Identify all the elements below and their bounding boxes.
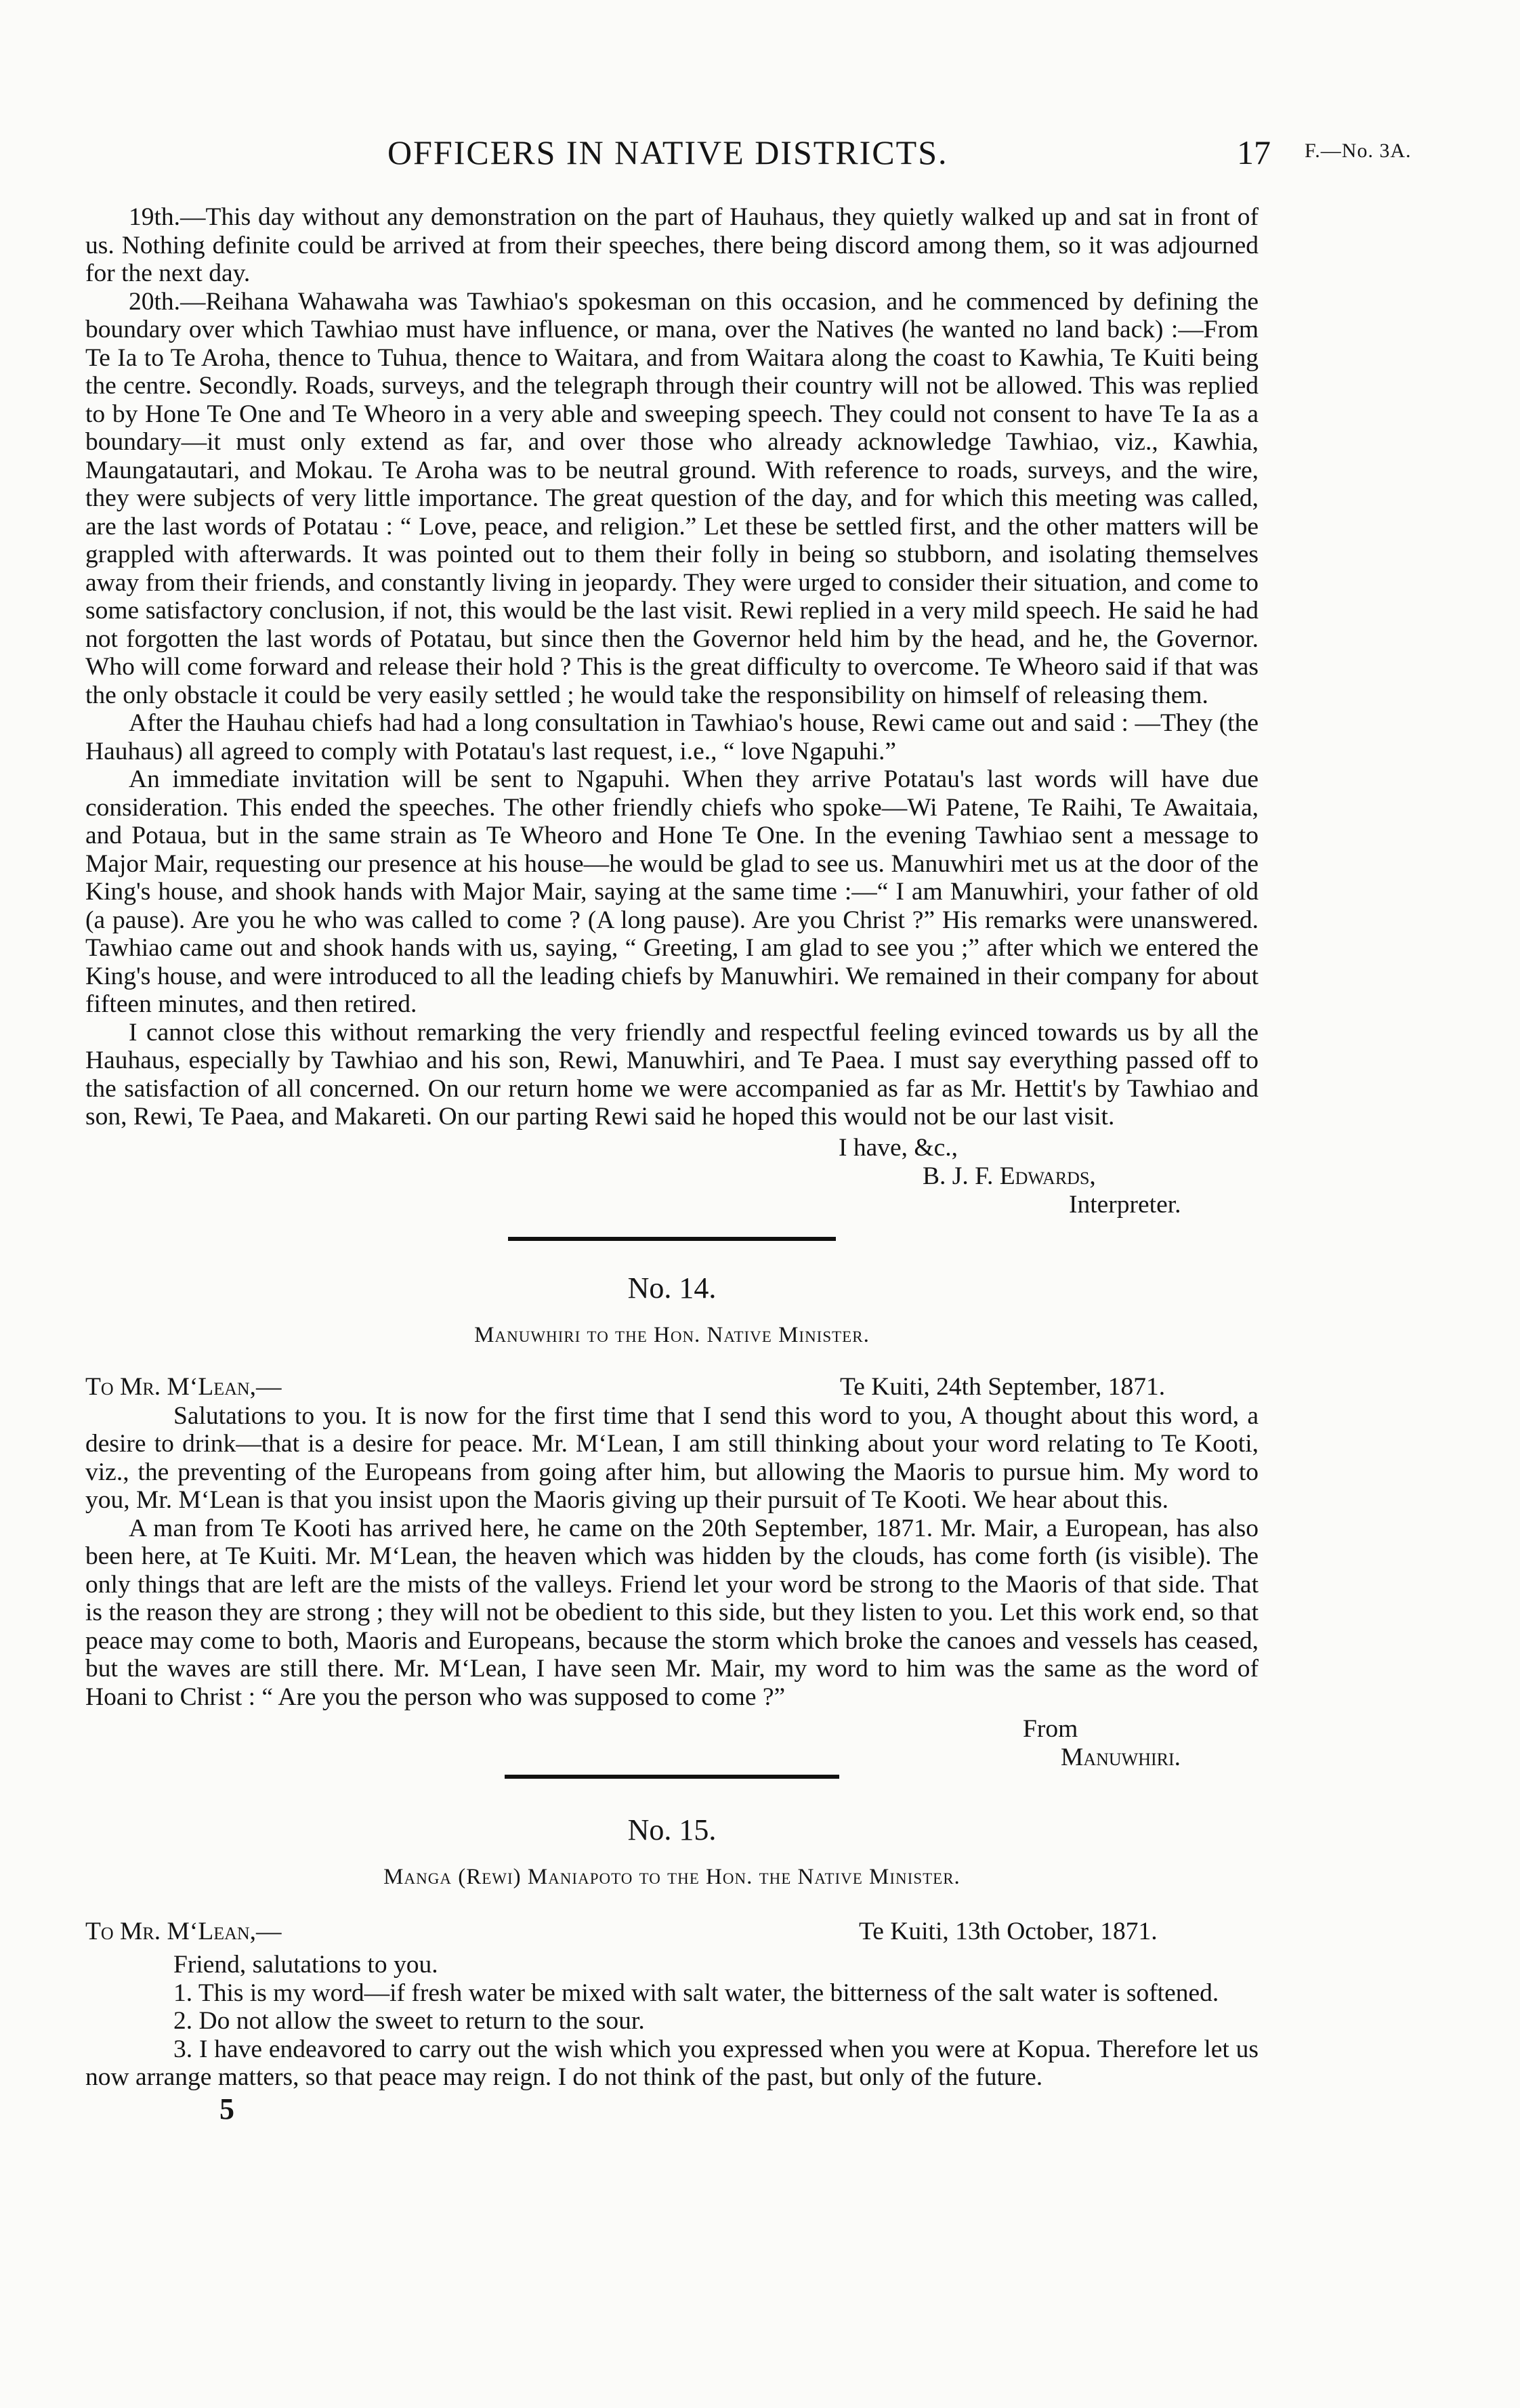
numbered-item: 3. I have endeavored to carry out the wish which you expressed when you were at Kopua. Therefore let us now arrange matters, so that peace may reign. I do not think of the past, but only of the future. [85,2035,1259,2091]
letter-15 [85,1813,1259,2092]
paragraph: An immediate invitation will be sent to Ngapuhi. When they arrive Potatau's last words will have due consideration. This ended the speeches. The other friendly chiefs who spoke—Wi Patene, Te Raihi, Te Awaitaia, and Potaua, but in the same strain as Te Wheoro and Hone Te One. In the evening Tawhiao sent a message to Major Mair, requesting our presence at his house—he would be glad to see us. Manuwhiri met us at the door of the King's house, and shook hands with Major Mair, saying at the same time :—“ I am Manuwhiri, your father of old (a pause). Are you he who was called to come ? (A long pause). Are you Christ ?” His remarks were unanswered. Tawhiao came out and shook hands with us, saying, “ Greeting, I am glad to see you ;” after which we entered the King's house, and were introduced to all the leading chiefs by Manuwhiri. We remained in their company for about fifteen minutes, and then retired. [85,765,1259,1018]
signer-name: B. J. F. Edwards, [923,1162,1096,1190]
letter-number: No. 14. [627,1271,717,1305]
paragraph: Salutations to you. It is now for the first time that I send this word to you, A thought about this word, a desire to drink—that is a desire for peace. Mr. M‘Lean, I am still thinking about your word relating to Te Kooti, viz., the preventing of the Europeans from going after him, but allowing the Maoris to pursue him. My word to you, Mr. M‘Lean is that you insist upon the Maoris giving up their pursuit of Te Kooti. We hear about this. [85,1401,1259,1514]
numbered-item: 2. Do not allow the sweet to return to the sour. [173,2007,645,2035]
numbered-item: 1. This is my word—if fresh water be mixed with salt water, the bitterness of the salt water is softened. [173,1979,1219,2007]
letter-heading: Manuwhiri to the Hon. Native Minister. [474,1322,870,1347]
from-label: From [1023,1715,1078,1743]
closing: I have, &c., [839,1133,958,1162]
signer-title: Interpreter. [1069,1190,1181,1219]
section-divider [505,1775,839,1779]
greeting: Friend, salutations to you. [173,1951,438,1979]
letter-14 [85,1271,1259,1773]
running-title: OFFICERS IN NATIVE DISTRICTS. [387,133,948,171]
letter-13-continuation [85,203,1259,1219]
paragraph: 20th.—Reihana Wahawaha was Tawhiao's spokesman on this occasion, and he commenced by defining the boundary over which Tawhiao must have influence, or mana, over the Natives (he wanted no land back) :—From Te Ia to Te Aroha, thence to Tuhua, thence to Waitara, and from Waitara along the coast to Kawhia, Te Kuiti being the centre. Secondly. Roads, surveys, and the telegraph through their country will not be allowed. This was replied to by Hone Te One and Te Wheoro in a very able and sweeping speech. They could not consent to have Te Ia as a boundary—it must only extend as far, and over those who already acknowledge Tawhiao, viz., Kawhia, Maungatautari, and Mokau. Te Aroha was to be neutral ground. With reference to roads, surveys, and the wire, they were subjects of very little importance. The great question of the day, and for which this meeting was called, are the last words of Potatau : “ Love, peace, and religion.” Let these be settled first, and the other matters will be grappled with afterwards. It was pointed out to them their folly in being so stubborn, and isolating themselves away from their friends, and constantly living in jeopardy. They were urged to consider their situation, and come to some satisfactory conclusion, if not, this would be the last visit. Rewi replied in a very mild speech. He said he had not forgotten the last words of Potatau, but since then the Governor held him by the head, and he, the Governor. Who will come forward and release their hold ? This is the great difficulty to overcome. Te Wheoro said if that was the only obstacle it could be very easily settled ; he would take the responsibility on himself of releasing them. [85,287,1259,709]
paragraph: I cannot close this without remarking the very friendly and respectful feeling evinced towards us by all the Hauhaus, especially by Tawhiao and his son, Rewi, Manuwhiri, and Te Paea. I must say everything passed off to the satisfaction of all concerned. On our return home we were accompanied as far as Mr. Hettit's by Tawhiao and son, Rewi, Te Paea, and Makareti. On our parting Rewi said he hoped this would not be our last visit. [85,1018,1259,1131]
salutation: To Mr. M‘Lean,— [85,1372,282,1401]
paragraph: 19th.—This day without any demonstration on the part of Hauhaus, they quietly walked up and sat in front of us. Nothing definite could be arrived at from their speeches, there being discord among them, so it was adjourned for the next day. [85,203,1259,287]
letter-number: No. 15. [627,1813,717,1846]
document-reference: F.—No. 3A. [1305,140,1412,162]
address-line [85,1372,1259,1402]
place-date: Te Kuiti, 24th September, 1871. [840,1372,1166,1401]
salutation: To Mr. M‘Lean,— [85,1918,282,1945]
address-line [85,1917,1259,1947]
signature-folio-mark: 5 [219,2092,234,2126]
page-body [85,203,1259,2126]
letter-heading: Manga (Rewi) Maniapoto to the Hon. the Native Minister. [383,1865,960,1889]
place-date: Te Kuiti, 13th October, 1871. [859,1918,1158,1945]
signer-name: Manuwhiri. [1061,1744,1181,1771]
signature-block [85,1134,1259,1219]
paragraph: After the Hauhau chiefs had had a long consultation in Tawhiao's house, Rewi came out and said : —They (the Hauhaus) all agreed to comply with Potatau's last request, i.e., “ love Ngapuhi.” [85,709,1259,765]
section-divider [508,1237,836,1241]
paragraph: A man from Te Kooti has arrived here, he came on the 20th September, 1871. Mr. Mair, a European, has also been here, at Te Kuiti. Mr. M‘Lean, the heaven which was hidden by the clouds, has come forth (is visible). The only things that are left are the mists of the valleys. Friend let your word be strong to the Maoris of that side. That is the reason they are strong ; they will not be obedient to this side, but they listen to you. Let this work end, so that peace may come to both, Maoris and Europeans, because the storm which broke the canoes and vessels has ceased, but the waves are still there. Mr. M‘Lean, I have seen Mr. Mair, my word to him was the same as the word of Hoani to Christ : “ Are you the person who was supposed to come ?” [85,1514,1259,1711]
page-number: 17 [1237,133,1271,171]
page-header [0,133,1520,180]
signature-block [85,1715,1259,1772]
